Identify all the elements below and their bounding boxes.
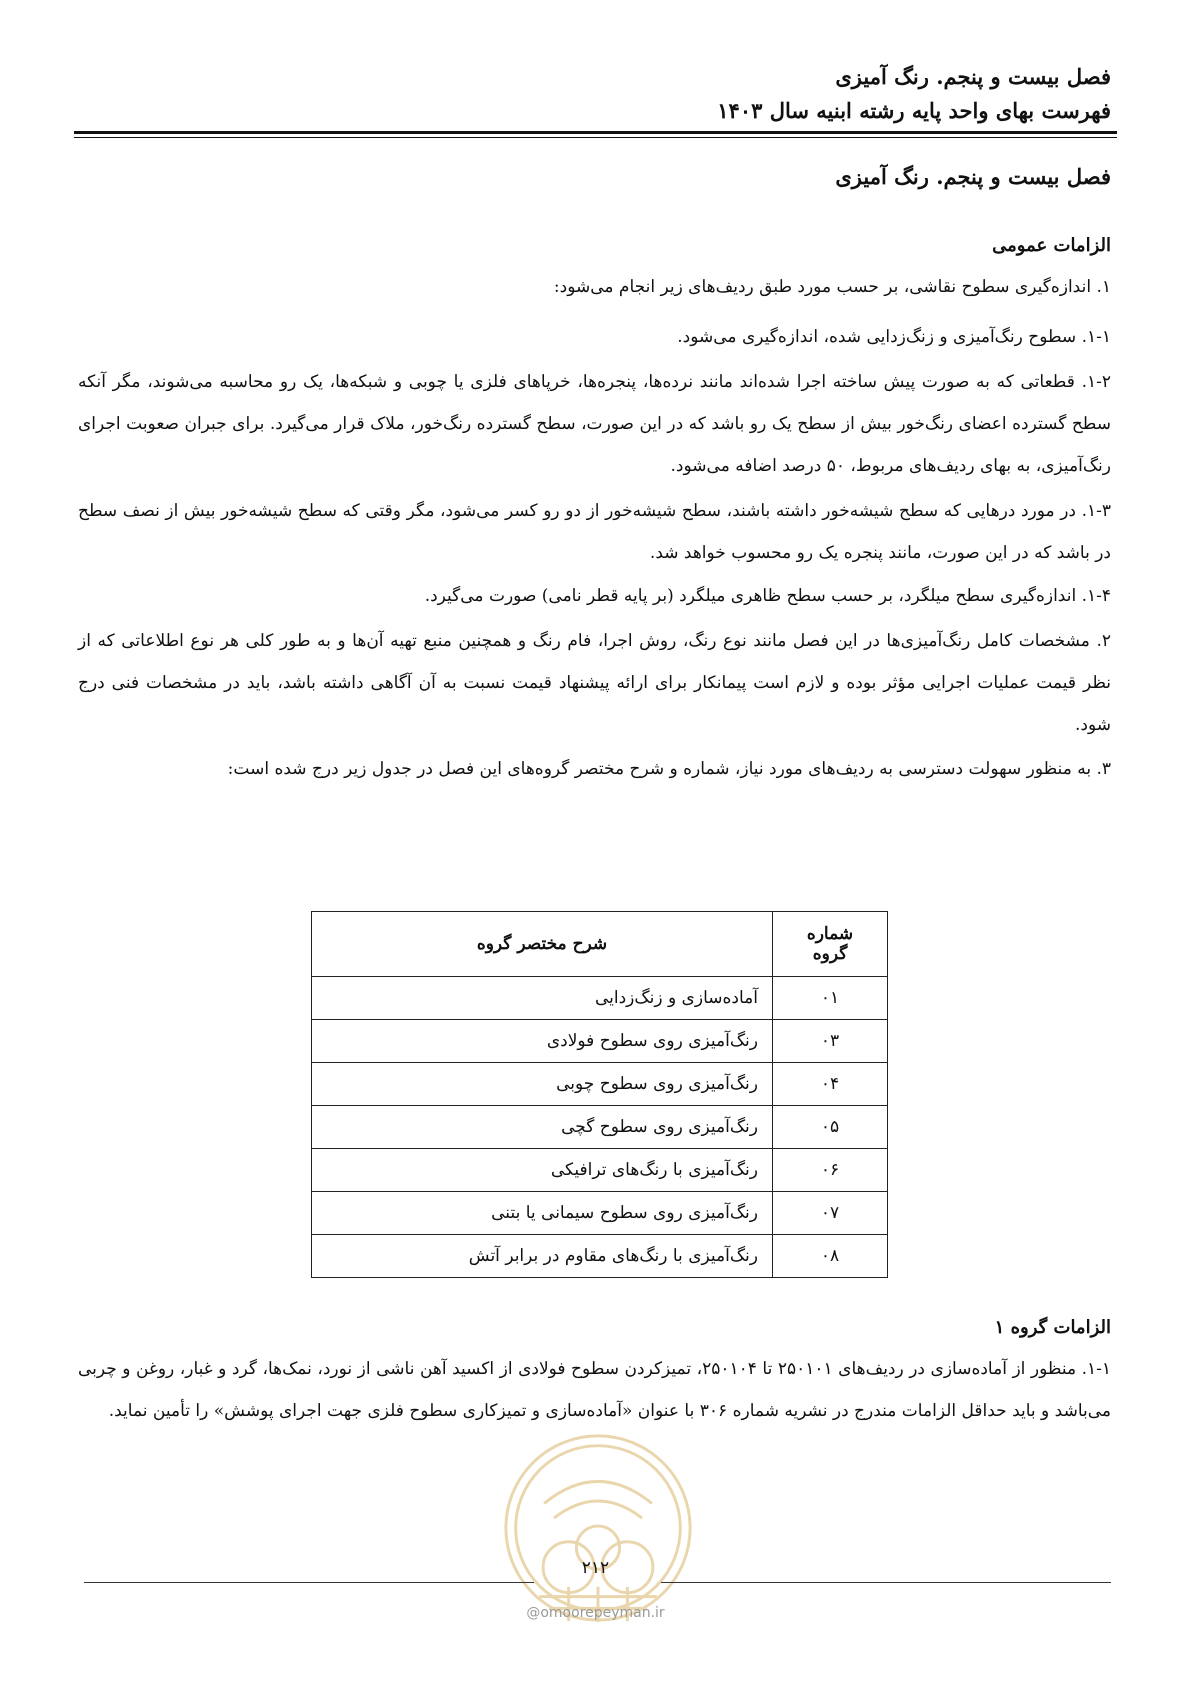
page-number: ۲۱۲ [581, 1558, 610, 1578]
footer-rule-right [661, 1582, 1111, 1583]
group-number: ۰۸ [773, 1235, 888, 1278]
group-description: رنگ‌آمیزی روی سطوح سیمانی یا بتنی [312, 1192, 773, 1235]
group-number: ۰۱ [773, 977, 888, 1020]
footer-rule-left [84, 1582, 534, 1583]
group-number: ۰۴ [773, 1063, 888, 1106]
groups-table [311, 911, 888, 1278]
paragraph-1-2: ۱-۲. قطعاتی که به صورت پیش ساخته اجرا شده‌اند مانند نرده‌ها، پنجره‌ها، خرپاهای فلزی یا چوبی و شبکه‌ها، یک رو محاسبه می‌شوند، مگر آنکه سطح گسترده اعضای رنگ‌خور بیش از سطح یک رو باشد که در این صورت، سطح گسترده رنگ‌خور، ملاک قرار می‌گیرد. برای جبران صعوبت اجرای رنگ‌آمیزی، به بهای ردیف‌های مربوط، ۵۰ درصد اضافه می‌شود. [78, 372, 1111, 476]
group-description: رنگ‌آمیزی با رنگ‌های مقاوم در برابر آتش [312, 1235, 773, 1278]
table-header-row [312, 912, 888, 977]
paragraph-2: ۲. مشخصات کامل رنگ‌آمیزی‌ها در این فصل مانند نوع رنگ، روش اجرا، فام رنگ و همچنین منبع تهیه آن‌ها و به طور کلی هر نوع اطلاعاتی که از نظر قیمت عملیات اجرایی مؤثر بوده و لازم است پیمانکار برای ارائه پیشنهاد قیمت نسبت به آن آگاهی داشته باشد، باید در مشخصات فنی درج شود. [78, 631, 1111, 735]
table-row [312, 977, 888, 1020]
table-row [312, 1063, 888, 1106]
table-row [312, 1149, 888, 1192]
header-publication: فهرست بهای واحد پایه رشته ابنیه سال ۱۴۰۳ [717, 98, 1111, 123]
paragraph-3: ۳. به منظور سهولت دسترسی به ردیف‌های مورد نیاز، شماره و شرح مختصر گروه‌های این فصل در جدول زیر درج شده است: [227, 759, 1111, 779]
chapter-title: فصل بیست و پنجم. رنگ آمیزی [835, 164, 1111, 189]
general-requirements-title: الزامات عمومی [992, 235, 1111, 256]
table-row [312, 1020, 888, 1063]
table-row [312, 1106, 888, 1149]
paragraph-1: ۱. اندازه‌گیری سطوح نقاشی، بر حسب مورد طبق ردیف‌های زیر انجام می‌شود: [553, 277, 1111, 297]
col-header-description: شرح مختصر گروه [312, 912, 773, 977]
header-rule-thick [74, 131, 1117, 134]
group-number: ۰۳ [773, 1020, 888, 1063]
header-chapter: فصل بیست و پنجم. رنگ آمیزی [835, 64, 1111, 89]
group-description: رنگ‌آمیزی روی سطوح چوبی [312, 1063, 773, 1106]
paragraph-1-4: ۱-۴. اندازه‌گیری سطح میلگرد، بر حسب سطح ظاهری میلگرد (بر پایه قطر نامی) صورت می‌گیرد. [424, 586, 1111, 606]
group-description: آماده‌سازی و زنگ‌زدایی [312, 977, 773, 1020]
group1-paragraph-1-1: ۱-۱. منظور از آماده‌سازی در ردیف‌های ۲۵۰۱۰۱ تا ۲۵۰۱۰۴، تمیزکردن سطوح فولادی از اکسید آهن ناشی از نورد، نمک‌ها، گرد و غبار، روغن و چربی می‌باشد و باید حداقل الزامات مندرج در نشریه شماره ۳۰۶ با عنوان «آماده‌سازی و تمیزکاری سطوح فلزی جهت اجرای پوشش» را تأمین نماید. [78, 1359, 1111, 1421]
group-number: ۰۶ [773, 1149, 888, 1192]
group-description: رنگ‌آمیزی با رنگ‌های ترافیکی [312, 1149, 773, 1192]
paragraph-1-3: ۱-۳. در مورد درهایی که سطح شیشه‌خور داشته باشند، سطح شیشه‌خور از دو رو کسر می‌شود، مگر وقتی که سطح شیشه‌خور بیش از نصف سطح در باشد که در این صورت، مانند پنجره یک رو محسوب خواهد شد. [78, 501, 1111, 563]
group-description: رنگ‌آمیزی روی سطوح فولادی [312, 1020, 773, 1063]
header-rule-thin [74, 137, 1117, 138]
group-description: رنگ‌آمیزی روی سطوح گچی [312, 1106, 773, 1149]
col-header-number: شماره گروه [773, 912, 888, 977]
table-row [312, 1192, 888, 1235]
omoore-peyman-logo-icon [500, 1430, 696, 1626]
running-header [80, 60, 1111, 128]
site-url: @omoorepeyman.ir [526, 1605, 665, 1621]
paragraph-1-1: ۱-۱. سطوح رنگ‌آمیزی و زنگ‌زدایی شده، اندازه‌گیری می‌شود. [677, 327, 1111, 347]
group-number: ۰۷ [773, 1192, 888, 1235]
table-row [312, 1235, 888, 1278]
group1-requirements-title: الزامات گروه ۱ [994, 1317, 1111, 1338]
group-number: ۰۵ [773, 1106, 888, 1149]
